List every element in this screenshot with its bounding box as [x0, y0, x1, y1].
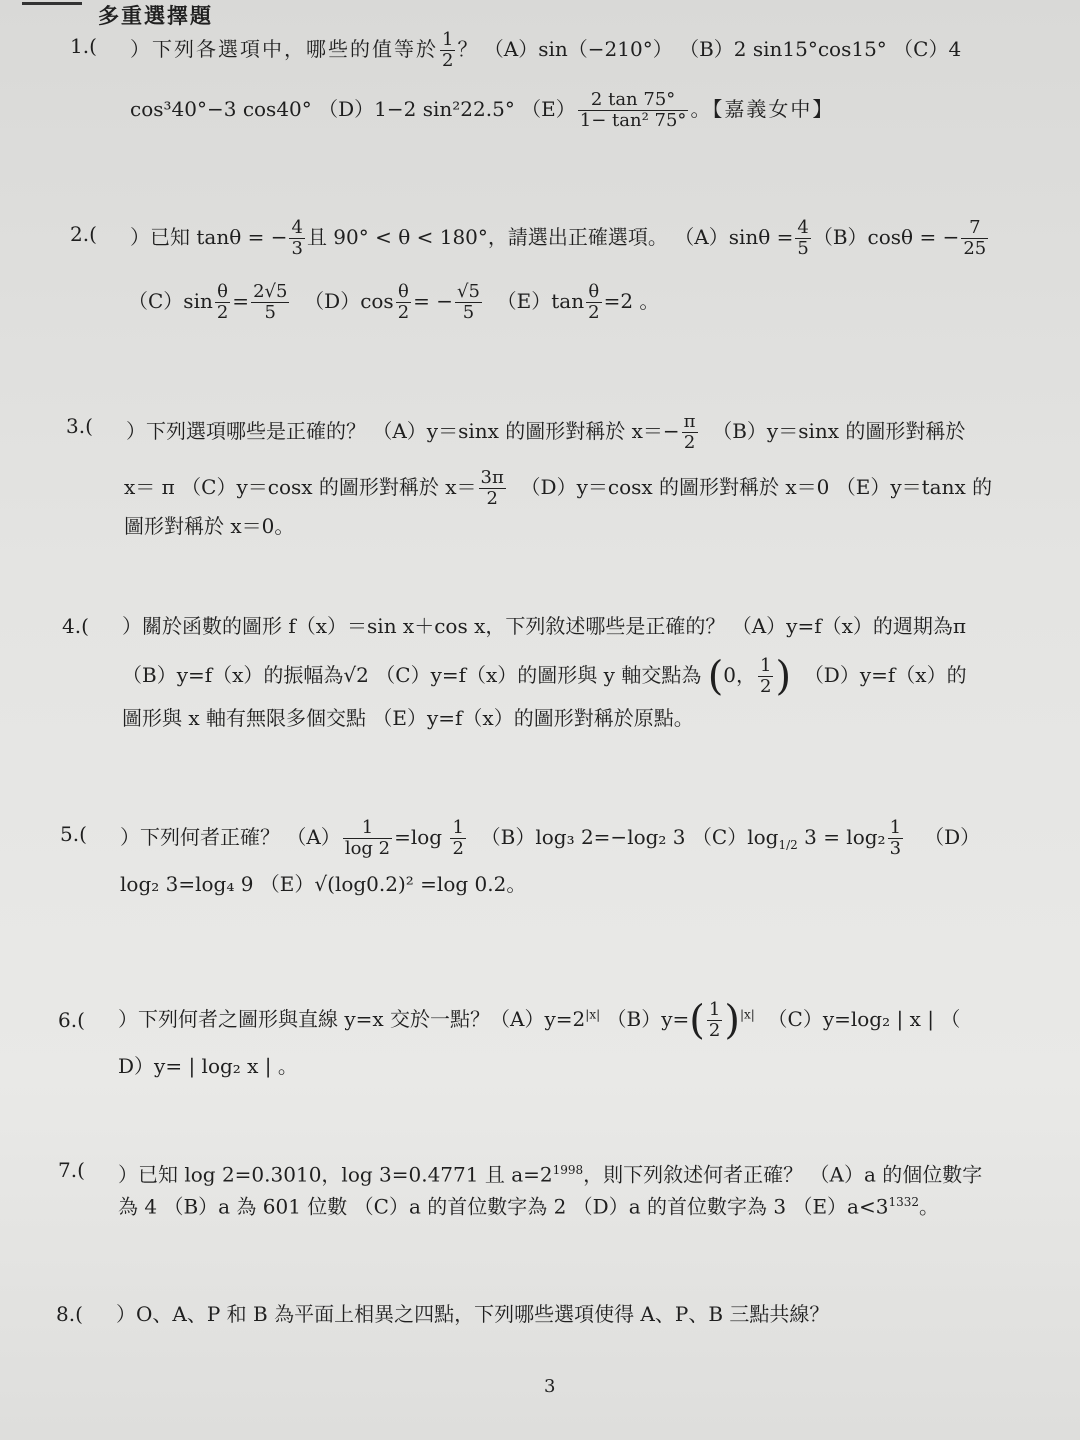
question-2-line-1: ）已知 tanθ = − $\frac{4}{3}$ 且 90° < θ < 180°，請選出正確選項。 （A）sinθ = $\frac{4}{5}$ （B）cosθ = − $\frac{7}{25}$ [130, 217, 987, 259]
question-1-line-1: ）下列各選項中，哪些的值等於 $\frac{1}{2}$ ？ （A）sin（−210°） （B）2 sin15°cos15° （C）4 [130, 29, 962, 71]
fraction-option-e: $\frac{2 \tan 75^\circ}{\text{1− tan² 75°}}$ [579, 89, 687, 131]
question-3-line-2: x＝ π （C）y＝cosx 的圖形對稱於 x＝ $\frac{3\pi}{2}$ （D）y＝cosx 的圖形對稱於 x＝0 （E）y＝tanx 的 [124, 467, 993, 509]
question-4-line-1: ）關於函數的圖形 f（x）＝sin x＋cos x，下列敘述哪些是正確的？ （A）y=f（x）的週期為π [122, 614, 967, 638]
section-title: 多重選擇題 [98, 3, 213, 28]
question-8-line-1: ）O、A、P 和 B 為平面上相異之四點，下列哪些選項使得 A、P、B 三點共線？ [116, 1302, 830, 1326]
question-number-2: 2.( [70, 222, 97, 246]
question-5-line-1: ）下列何者正確？ （A） $\frac{1}{\log 2}$ =log $\frac{1}{2}$ （B）log₃ 2=−log₂ 3 $(C)\log_{1/2}$ 3 = log₂ $\frac{1}{3}$ （D） [120, 817, 981, 859]
question-number-3: 3.( [66, 414, 93, 438]
question-number-7: 7.( [58, 1158, 85, 1182]
section-marker [22, 2, 82, 5]
question-5-line-2: log₂ 3=log₄ 9 （E）√(log0.2)² =log 0.2。 [120, 872, 527, 896]
question-7-line-1: ）已知 log 2=0.3010，log 3=0.4771 且 $a=2^{1998}$，則下列敘述何者正確？ （A）a 的個位數字 [118, 1162, 983, 1187]
question-7-line-2: 為 4 （B）a 為 601 位數 （C）a 的首位數字為 2 （D）a 的首位數字為 3 $(E)a<3^{1332}$。 [118, 1194, 939, 1219]
question-4-line-2: （B）y=f（x）的振幅為√2 （C）y=f（x）的圖形與 y 軸交點為 (0， $\frac{1}{2}$ ) （D）y=f（x）的 [122, 653, 967, 700]
question-4-line-3: 圖形與 x 軸有無限多個交點 （E）y=f（x）的圖形對稱於原點。 [122, 706, 694, 730]
question-1-line-2: cos³40°−3 cos40° （D）1−2 sin²22.5° （E） $\frac{2 \tan 75^\circ}{\text{1− tan² 75°}}$ 。【嘉義女中】 [130, 89, 835, 131]
question-6-line-2: D）y= | log₂ x | 。 [118, 1054, 298, 1078]
question-3-line-3: 圖形對稱於 x＝0。 [124, 514, 295, 538]
question-number-1: 1.( [70, 34, 97, 58]
question-6-line-1: ）下列何者之圖形與直線 y=x 交於一點？$(A)y=2^{|x|}$ （B）y=( $\frac{1}{2}$ )$^{|x|}$ （C）y=log₂ | x | （ [118, 997, 961, 1044]
question-3-line-1: ）下列選項哪些是正確的？ （A）y＝sinx 的圖形對稱於 x＝− $\frac{\pi}{2}$ （B）y＝sinx 的圖形對稱於 [126, 411, 966, 453]
question-number-4: 4.( [62, 614, 89, 638]
question-number-5: 5.( [60, 822, 87, 846]
fraction-one-half: $\frac{1}{2}$ [442, 29, 454, 71]
question-2-line-2: （C）sin $\frac{\theta}{2}$ = $\frac{2√5}{5}$ （D）cos $\frac{\theta}{2}$ = − $\frac{√5}{5}$ （E）tan $\frac{\theta}{2}$ =2 。 [128, 281, 660, 323]
question-number-6: 6.( [58, 1008, 85, 1032]
question-number-8: 8.( [56, 1302, 83, 1326]
page-number: 3 [544, 1376, 556, 1397]
